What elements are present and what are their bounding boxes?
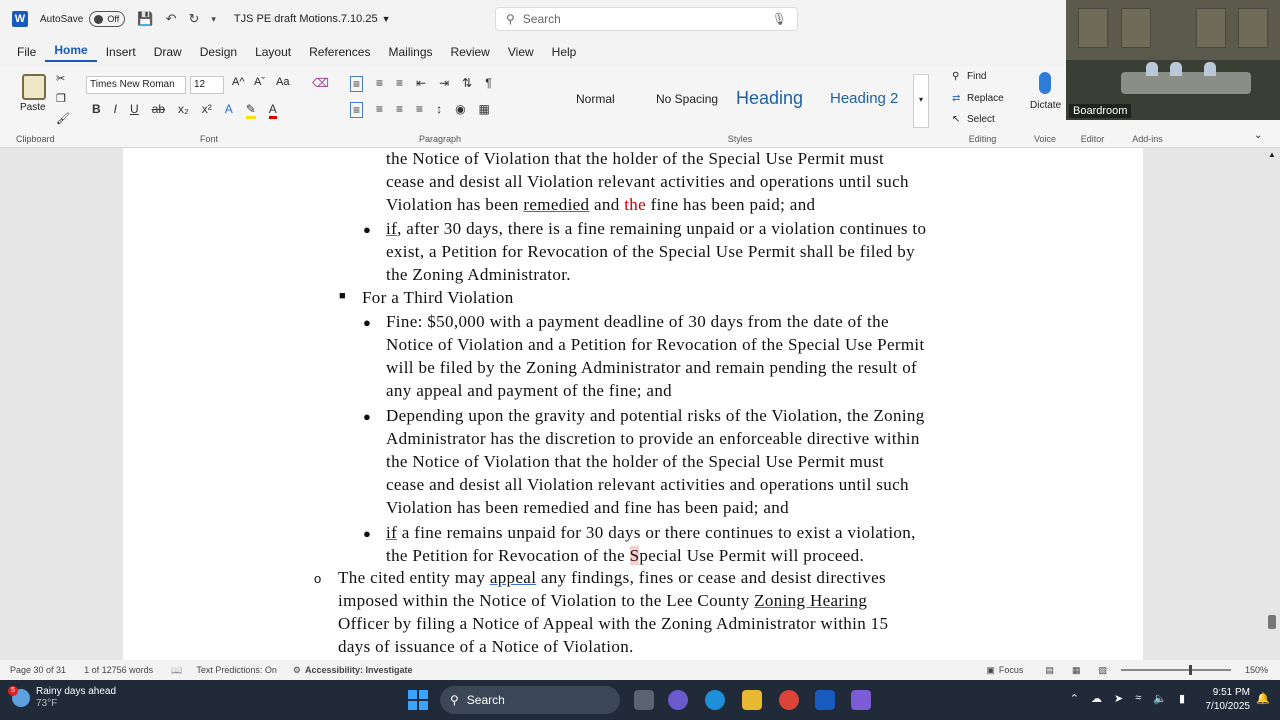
align-center-icon[interactable]: ≡ (376, 102, 384, 116)
grow-font-icon[interactable]: A^ (232, 76, 245, 88)
text-run: Violation has been (386, 195, 524, 214)
text-run-highlighted: S (629, 546, 640, 565)
taskbar-search[interactable] (440, 686, 620, 714)
chrome-icon[interactable] (779, 690, 799, 710)
shrink-font-icon[interactable]: Aˇ (254, 76, 265, 88)
highlight-icon[interactable]: ✎ (246, 102, 256, 119)
italic-icon[interactable]: I (113, 102, 118, 116)
zoom-level[interactable]: 150% (1244, 665, 1268, 675)
person-figure (1170, 62, 1182, 76)
autosave-toggle[interactable] (89, 11, 125, 27)
doc-line: the Notice of Violation that the holder of the Special Use Permit must (386, 452, 885, 471)
toggle-knob-icon (94, 15, 103, 24)
text-run: imposed within the Notice of Violation to the Lee County (338, 591, 755, 610)
text-run-underlined: remedied (523, 195, 590, 214)
text-run-underlined: if (386, 219, 398, 238)
doc-line: Violation has been remedied and fine has been paid; and (386, 498, 789, 517)
taskbar-search-label: Search (466, 693, 505, 707)
clock-time: 9:51 PM (1212, 687, 1250, 698)
tray-chevron-icon[interactable]: ⌃ (1069, 693, 1079, 705)
font-group (80, 66, 338, 148)
windows-start-icon[interactable] (408, 690, 428, 710)
paste-icon[interactable] (22, 74, 46, 100)
doc-line: Officer by filing a Notice of Appeal with the Zoning Administrator within 15 (338, 614, 889, 633)
select-button[interactable]: Select (967, 114, 995, 125)
styles-more-icon[interactable]: ▾ (913, 74, 929, 128)
clipboard-group (0, 66, 80, 148)
zoom-slider[interactable] (1121, 669, 1231, 671)
location-icon[interactable]: ➤ (1113, 693, 1124, 705)
wifi-icon[interactable]: ≈ (1135, 692, 1142, 704)
status-bar (0, 660, 1280, 680)
replace-button[interactable]: Replace (967, 93, 1004, 104)
zoom-slider-handle[interactable] (1189, 665, 1192, 675)
wall-panel (1121, 8, 1151, 48)
bullet-dot: ● (363, 315, 371, 330)
tab-layout[interactable]: Layout (255, 45, 292, 59)
line-spacing-icon[interactable]: ↕ (436, 102, 443, 116)
dictate-button[interactable]: Dictate (1030, 100, 1062, 111)
weather-title: Rainy days ahead (36, 686, 117, 697)
text-run: the Petition for Revocation of the (386, 546, 630, 565)
boardroom-table (1121, 72, 1251, 94)
focus-icon[interactable]: ▣ (986, 664, 995, 675)
paste-button[interactable]: Paste (20, 102, 46, 113)
wall-panel (1238, 8, 1268, 48)
proofing-icon[interactable]: 📖 (171, 664, 183, 675)
document-title[interactable]: TJS PE draft Motions.7.10.25 (233, 13, 378, 25)
word-logo-icon: W (12, 11, 28, 27)
doc-line: Administrator has the discretion to provide an enforceable directive within (386, 429, 920, 448)
notification-icon[interactable]: 🔔 (1256, 693, 1270, 705)
tab-references[interactable]: References (309, 45, 371, 59)
microphone-icon[interactable]: 🎙 (771, 12, 787, 26)
search-placeholder: Search (522, 12, 561, 26)
text-run-underlined: Zoning Hearing (754, 591, 868, 610)
borders-icon[interactable]: ▦ (478, 102, 490, 116)
customize-toolbar-icon[interactable]: ▾ (211, 13, 216, 24)
microphone-icon[interactable] (1039, 72, 1051, 94)
edge-icon[interactable] (705, 690, 725, 710)
text-run: fine has been paid; and (646, 195, 816, 214)
sort-icon[interactable]: ⇅ (462, 76, 473, 90)
web-layout-icon[interactable]: ▧ (1098, 664, 1107, 675)
bullet-dot: ● (363, 409, 371, 424)
page-count[interactable]: Page 30 of 31 (10, 665, 67, 675)
voice-group-label: Voice (1033, 134, 1057, 144)
person-figure (1146, 62, 1158, 76)
font-name-select[interactable]: Times New Roman (86, 76, 186, 94)
doc-line: will be filed by the Zoning Administrator and remain pending the result of (386, 358, 918, 377)
font-group-label: Font (199, 134, 218, 144)
style-heading-2[interactable]: Heading 2 (830, 90, 899, 107)
numbering-icon[interactable]: ≡ (376, 76, 384, 90)
clipboard-group-label: Clipboard (16, 134, 55, 144)
text-run-underlined: appeal (489, 568, 537, 587)
shading-icon[interactable]: ◉ (455, 102, 466, 116)
select-icon[interactable]: ↖ (952, 114, 961, 125)
justify-icon[interactable]: ≡ (416, 102, 424, 116)
autosave-label: AutoSave (40, 13, 84, 25)
task-view-icon[interactable] (634, 690, 654, 710)
document-page[interactable] (123, 148, 1143, 660)
doc-line: Fine: $50,000 with a payment deadline of 30 days from the date of the (386, 312, 889, 331)
change-case-icon[interactable]: Aa (276, 76, 290, 88)
taskbar (0, 680, 1280, 720)
text-run: , after 30 days, there is a fine remaining unpaid or a violation continues to (397, 219, 927, 238)
text-run: any findings, fines or cease and desist directives (536, 568, 887, 587)
focus-button[interactable]: Focus (998, 665, 1024, 675)
onedrive-icon[interactable]: ☁ (1090, 693, 1102, 705)
weather-badge: 5 (8, 686, 18, 696)
style-heading[interactable]: Heading (736, 88, 804, 108)
tab-review[interactable]: Review (450, 45, 490, 59)
show-marks-icon[interactable]: ¶ (485, 76, 492, 90)
multilevel-list-icon[interactable]: ≡ (396, 76, 404, 90)
bullets-icon[interactable]: ≡ (350, 76, 363, 92)
styles-group (545, 66, 935, 148)
doc-line: the Notice of Violation that the holder of the Special Use Permit must (386, 149, 885, 168)
doc-line: For a Third Violation (362, 288, 514, 307)
style-normal[interactable]: Normal (576, 92, 615, 106)
find-icon[interactable]: ⚲ (952, 71, 960, 82)
paragraph-group-label: Paragraph (418, 134, 462, 144)
search-icon: ⚲ (450, 693, 459, 707)
autosave-state: Off (107, 14, 120, 24)
text-run: pecial Use Permit will proceed. (639, 546, 865, 565)
addins-group-label: Add-ins (1132, 134, 1163, 144)
styles-group-label: Styles (727, 134, 753, 144)
replace-icon[interactable]: ⇄ (952, 93, 961, 104)
align-right-icon[interactable]: ≡ (396, 102, 404, 116)
increase-indent-icon[interactable]: ⇥ (439, 76, 450, 90)
bullet-square: ■ (339, 290, 346, 302)
text-run: The cited entity may (338, 568, 490, 587)
text-run: and (589, 195, 625, 214)
tab-design[interactable]: Design (199, 45, 238, 59)
bullet-circle: o (314, 571, 322, 586)
scroll-up-icon[interactable]: ▲ (1268, 150, 1276, 159)
doc-line (386, 546, 864, 566)
doc-line: any appeal and payment of the fine; and (386, 381, 673, 400)
font-color-icon[interactable]: A (269, 102, 277, 119)
editing-group-label: Editing (968, 134, 997, 144)
text-run-underlined: if (386, 523, 398, 542)
tab-insert[interactable]: Insert (105, 45, 136, 59)
format-painter-icon[interactable]: 🖌 (56, 113, 70, 125)
system-tray (1070, 692, 1185, 705)
video-feed (1066, 0, 1280, 120)
save-icon[interactable]: 💾 (137, 11, 154, 26)
tab-home[interactable]: Home (45, 43, 96, 62)
copy-icon[interactable]: ❐ (56, 93, 66, 105)
doc-line (386, 523, 916, 543)
find-button[interactable]: Find (967, 71, 987, 82)
chevron-down-icon[interactable]: ▼ (381, 14, 391, 24)
teams-meeting-icon[interactable] (851, 690, 871, 710)
teams-icon[interactable] (668, 690, 688, 710)
accessibility-icon[interactable]: ⚙ (292, 664, 301, 675)
doc-line (338, 591, 867, 611)
person-figure (1204, 62, 1216, 76)
paragraph-top-row (350, 76, 492, 92)
clock[interactable] (1206, 686, 1251, 714)
doc-line: cease and desist all Violation relevant activities and operations until such (386, 172, 909, 191)
search-icon: ⚲ (506, 12, 515, 26)
font-size-select[interactable]: 12 (190, 76, 224, 94)
cut-icon[interactable]: ✂ (56, 73, 66, 85)
tab-view[interactable]: View (507, 45, 534, 59)
editor-group-label: Editor (1080, 134, 1105, 144)
doc-line: the Zoning Administrator. (386, 265, 571, 284)
weather-widget[interactable] (12, 686, 116, 710)
clock-date: 7/10/2025 (1205, 701, 1250, 712)
tab-file[interactable]: File (17, 45, 37, 59)
editing-group (940, 66, 1025, 148)
search-box[interactable] (495, 7, 798, 31)
read-mode-icon[interactable]: ▤ (1045, 664, 1054, 675)
collapse-ribbon-icon[interactable]: ⌄ (1254, 130, 1263, 141)
tab-draw[interactable]: Draw (153, 45, 182, 59)
redo-icon[interactable]: ↻ (188, 11, 200, 26)
subscript-icon[interactable]: x₂ (178, 102, 189, 116)
text-effects-icon[interactable]: A (224, 102, 233, 116)
file-explorer-icon[interactable] (742, 690, 762, 710)
doc-line: cease and desist all Violation relevant activities and operations until such (386, 475, 909, 494)
scrollbar-thumb[interactable] (1268, 615, 1276, 629)
accessibility-status[interactable]: Accessibility: Investigate (304, 665, 413, 675)
doc-line (386, 195, 815, 215)
weather-temp: 73°F (36, 698, 58, 709)
font-format-row (92, 102, 277, 119)
battery-icon[interactable]: ▮ (1178, 693, 1185, 705)
decrease-indent-icon[interactable]: ⇤ (416, 76, 427, 90)
vertical-scrollbar[interactable] (1266, 150, 1278, 660)
wall-panel (1196, 8, 1226, 48)
bullet-dot: ● (363, 222, 371, 237)
style-no-spacing[interactable]: No Spacing (656, 92, 719, 106)
video-label: Boardroom (1069, 104, 1131, 118)
voice-group (1025, 66, 1065, 148)
bold-icon[interactable]: B (92, 102, 101, 116)
align-left-icon[interactable]: ≡ (350, 102, 363, 118)
doc-line: Notice of Violation and a Petition for Revocation of the Special Use Permit (386, 335, 925, 354)
weather-icon (12, 689, 30, 707)
tab-mailings[interactable]: Mailings (388, 45, 433, 59)
bullet-dot: ● (363, 526, 371, 541)
doc-line: days of issuance of a Notice of Violation. (338, 637, 634, 656)
undo-icon[interactable]: ↶ (165, 11, 177, 26)
ribbon-tabs (0, 38, 1066, 66)
text-predictions[interactable]: Text Predictions: On (196, 665, 277, 675)
doc-line (338, 568, 886, 588)
document-area (0, 148, 1280, 660)
print-layout-icon[interactable]: ▦ (1071, 664, 1081, 675)
doc-line (386, 219, 926, 239)
clear-formatting-icon[interactable]: ⌫ (312, 76, 329, 90)
paragraph-group (340, 66, 540, 148)
doc-line: Depending upon the gravity and potential risks of the Violation, the Zoning (386, 406, 925, 425)
text-run-red: the (624, 195, 647, 214)
word-taskbar-icon[interactable] (815, 690, 835, 710)
paragraph-bottom-row (350, 102, 490, 118)
wall-panel (1078, 8, 1108, 48)
strikethrough-icon[interactable]: ab (151, 102, 166, 116)
text-run: a fine remains unpaid for 30 days or there continues to exist a violation, (397, 523, 916, 542)
doc-line: exist, a Petition for Revocation of the Special Use Permit shall be filed by (386, 242, 915, 261)
volume-icon[interactable]: 🔈 (1153, 693, 1167, 705)
superscript-icon[interactable]: x² (201, 102, 212, 116)
word-count[interactable]: 1 of 12756 words (84, 665, 154, 675)
underline-icon[interactable]: U (130, 102, 139, 116)
tab-help[interactable]: Help (551, 45, 577, 59)
